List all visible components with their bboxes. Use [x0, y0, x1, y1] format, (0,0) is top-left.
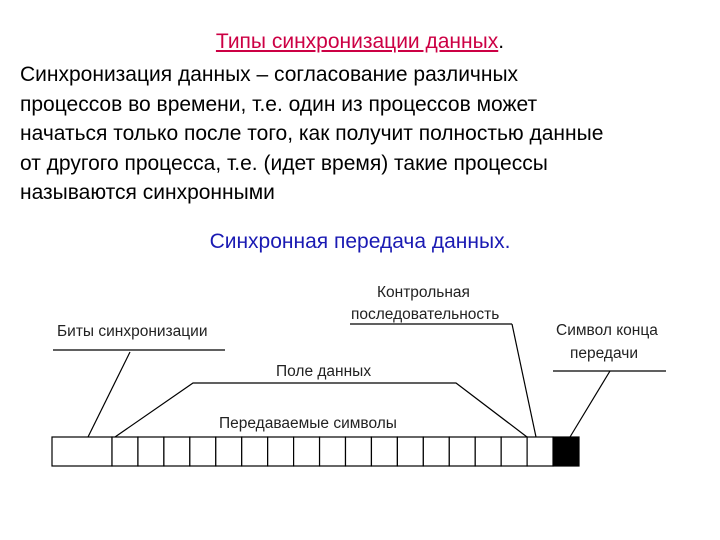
frame-cell-end-marker — [553, 437, 579, 466]
frame-cell — [294, 437, 320, 466]
frame-cell — [320, 437, 346, 466]
pointer-sync-bits — [88, 352, 130, 437]
frame-cell — [527, 437, 553, 466]
page-title-text: Типы синхронизации данных — [215, 30, 499, 53]
frame-cell — [164, 437, 190, 466]
frame-cell — [371, 437, 397, 466]
pointer-control-seq — [512, 324, 536, 437]
frame-cell — [190, 437, 216, 466]
frame-cell — [52, 437, 112, 466]
frame-cell — [449, 437, 475, 466]
frame-cell — [475, 437, 501, 466]
label-end-symbol-2: передачи — [570, 345, 638, 362]
frame-cell — [423, 437, 449, 466]
frame-cell — [216, 437, 242, 466]
pointer-end-symbol — [570, 371, 610, 437]
frame-cell — [346, 437, 372, 466]
label-data-field: Поле данных — [276, 363, 372, 380]
section-subtitle: Синхронная передача данных. — [209, 230, 511, 253]
frame-cell — [138, 437, 164, 466]
label-transmitted-symbols: Передаваемые символы — [219, 415, 397, 432]
label-control-seq-1: Контрольная — [377, 284, 470, 301]
frame-cell — [397, 437, 423, 466]
label-control-seq-2: последовательность — [351, 306, 500, 323]
frame-cell — [501, 437, 527, 466]
frame-cells — [52, 437, 579, 466]
label-end-symbol-1: Символ конца — [556, 322, 658, 339]
definition-paragraph: Синхронизация данных – согласование различных процессов во времени, т.е. один из процессов может начаться только после того, как получит полностью данные от другого процесса, т.е. (идет время) такие процессы называются синхронными — [20, 63, 604, 204]
label-sync-bits: Биты синхронизации — [57, 323, 208, 340]
page-title-dot: . — [498, 30, 505, 53]
frame-cell — [268, 437, 294, 466]
frame-cell — [242, 437, 268, 466]
frame-cell — [112, 437, 138, 466]
